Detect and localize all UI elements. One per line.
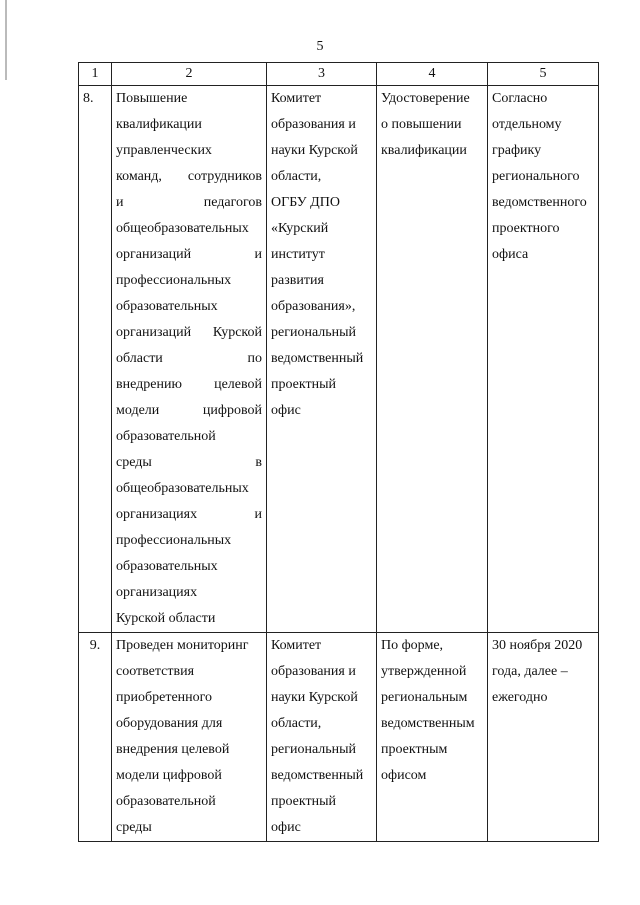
measure-cell [112,86,267,633]
measures-table [78,62,599,842]
row-number: 8. [79,86,112,633]
responsible-cell: Комитет образования и науки Курской области, ОГБУ ДПО «Курский институт развития образования», региональный ведомственный проектный офис [267,86,377,633]
row-number: 9. [79,633,112,842]
measure-text-line: модели цифровой [116,403,262,418]
measure-cell: Проведен мониторинг соответствия приобретенного оборудования для внедрения целевой модели цифровой образовательной среды [112,633,267,842]
measure-text-line: Курской области [116,611,216,626]
measure-text-line: внедрению целевой [116,377,262,392]
measure-text-line: среды в [116,455,262,470]
measure-text-line: организаций и [116,247,262,262]
measure-text-line: организаций Курской [116,325,262,340]
page-number: 5 [316,39,324,54]
measure-text-line: профессиональных [116,273,232,288]
table-row [79,633,599,842]
table-row [79,86,599,633]
responsible-cell: Комитет образования и науки Курской области, региональный ведомственный проектный офис [267,633,377,842]
column-header-1: 1 [79,63,112,86]
column-header-3: 3 [267,63,377,86]
column-header-2: 2 [112,63,267,86]
measure-text-line: образовательной [116,429,216,444]
deadline-cell: 30 ноября 2020 года, далее – ежегодно [488,633,599,842]
deadline-cell: Согласно отдельному графику регионального ведомственного проектного офиса [488,86,599,633]
result-cell: По форме, утвержденной региональным ведомственным проектным офисом [377,633,488,842]
measure-text-line: квалификации [116,117,202,132]
measure-text-line: команд, сотрудников [116,169,262,184]
measure-text-line: Повышение [116,91,188,106]
column-header-5: 5 [488,63,599,86]
measure-text-line: общеобразовательных [116,481,249,496]
measure-text-line: и педагогов [116,195,262,210]
measure-text-line: управленческих [116,143,212,158]
measure-text-line: профессиональных [116,533,232,548]
column-number-row [79,63,599,86]
measure-text-line: образовательных [116,299,218,314]
result-cell: Удостоверение о повышении квалификации [377,86,488,633]
measure-text-line: организациях [116,585,198,600]
measure-text-line: общеобразовательных [116,221,249,236]
measure-text-line: образовательных [116,559,218,574]
column-header-4: 4 [377,63,488,86]
measure-text-line: организациях и [116,507,262,522]
measure-text-line: области по [116,351,262,366]
